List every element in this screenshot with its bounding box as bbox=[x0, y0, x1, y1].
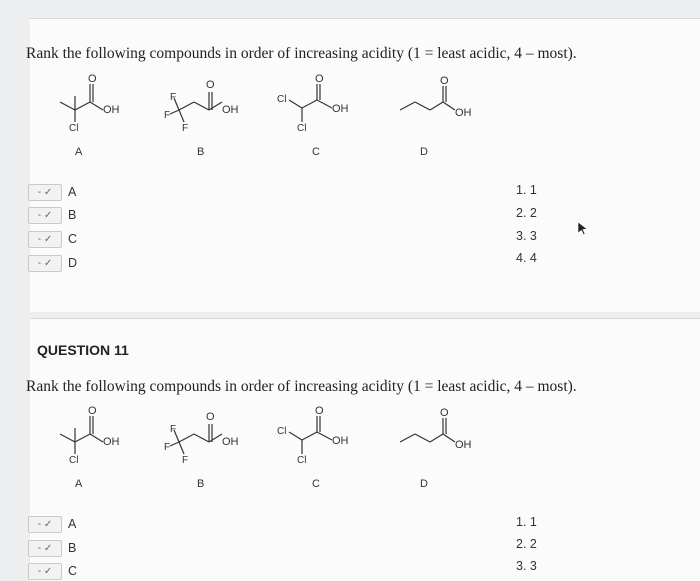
svg-text:F: F bbox=[170, 92, 177, 103]
compound-a-structure bbox=[55, 72, 135, 134]
answer-option-3: 3. 3 bbox=[516, 559, 537, 573]
rank-select-c[interactable]: - ✓ bbox=[28, 563, 62, 580]
compound-c-label: C bbox=[312, 478, 320, 490]
compound-c-label: C bbox=[312, 146, 320, 158]
compound-c-structure bbox=[275, 404, 365, 466]
row-letter: B bbox=[68, 208, 77, 222]
rank-select-b[interactable]: - ✓ bbox=[28, 540, 62, 557]
svg-text:O: O bbox=[440, 75, 449, 87]
svg-text:OH: OH bbox=[103, 436, 120, 448]
compound-d-structure bbox=[395, 72, 505, 134]
row-letter: C bbox=[68, 564, 78, 578]
ranking-row-b bbox=[28, 206, 76, 224]
svg-text:F: F bbox=[182, 455, 189, 466]
compound-b-label: B bbox=[197, 146, 205, 158]
question-prompt: Rank the following compounds in order of increasing acidity (1 = least acidic, 4 – most). bbox=[26, 45, 577, 62]
ranking-row-d bbox=[28, 254, 77, 272]
rank-select-c[interactable]: - ✓ bbox=[28, 231, 62, 248]
svg-text:F: F bbox=[170, 424, 177, 435]
answer-option-4: 4. 4 bbox=[516, 251, 537, 265]
rank-select-b[interactable]: - ✓ bbox=[28, 207, 62, 224]
svg-text:Cl: Cl bbox=[277, 94, 287, 105]
compound-a-label: A bbox=[75, 146, 83, 158]
svg-text:OH: OH bbox=[455, 439, 472, 451]
answer-option-2: 2. 2 bbox=[516, 537, 537, 551]
svg-text:O: O bbox=[206, 79, 215, 91]
answer-option-1: 1. 1 bbox=[516, 515, 537, 529]
row-letter: A bbox=[68, 517, 77, 531]
svg-text:F: F bbox=[182, 123, 189, 134]
ranking-row-b bbox=[28, 539, 76, 557]
answer-option-3: 3. 3 bbox=[516, 229, 537, 243]
svg-text:Cl: Cl bbox=[69, 455, 79, 466]
compound-d-label: D bbox=[420, 146, 428, 158]
cl-label: Cl bbox=[69, 123, 79, 134]
question-title: QUESTION 11 bbox=[37, 342, 129, 358]
svg-text:OH: OH bbox=[332, 435, 349, 447]
svg-text:O: O bbox=[88, 405, 97, 417]
ranking-row-a bbox=[28, 515, 76, 533]
svg-text:O: O bbox=[315, 405, 324, 417]
question-prompt: Rank the following compounds in order of increasing acidity (1 = least acidic, 4 – most). bbox=[26, 378, 577, 395]
svg-text:F: F bbox=[164, 442, 171, 453]
compound-b-structure bbox=[162, 72, 252, 134]
svg-text:OH: OH bbox=[222, 436, 239, 448]
row-letter: B bbox=[68, 541, 77, 555]
svg-text:Cl: Cl bbox=[277, 426, 287, 437]
ranking-row-c bbox=[28, 562, 77, 580]
svg-text:OH: OH bbox=[332, 103, 349, 115]
row-letter: A bbox=[68, 185, 77, 199]
svg-text:O: O bbox=[206, 411, 215, 423]
svg-text:O: O bbox=[440, 407, 449, 419]
svg-text:O: O bbox=[315, 73, 324, 85]
answer-option-2: 2. 2 bbox=[516, 206, 537, 220]
ranking-row-a bbox=[28, 183, 76, 201]
svg-text:F: F bbox=[164, 110, 171, 121]
compound-d-label: D bbox=[420, 478, 428, 490]
oxygen-label: O bbox=[88, 73, 97, 85]
compound-a-structure bbox=[55, 404, 135, 466]
svg-text:OH: OH bbox=[222, 104, 239, 116]
rank-select-a[interactable]: - ✓ bbox=[28, 516, 62, 533]
compound-d-structure bbox=[395, 404, 505, 466]
compound-a-label: A bbox=[75, 478, 83, 490]
compound-c-structure bbox=[275, 72, 365, 134]
svg-text:Cl: Cl bbox=[297, 123, 307, 134]
row-letter: C bbox=[68, 232, 78, 246]
answer-option-1: 1. 1 bbox=[516, 183, 537, 197]
rank-select-d[interactable]: - ✓ bbox=[28, 255, 62, 272]
oh-label: OH bbox=[103, 104, 120, 116]
svg-text:OH: OH bbox=[455, 107, 472, 119]
compound-b-structure bbox=[162, 404, 252, 466]
svg-text:Cl: Cl bbox=[297, 455, 307, 466]
row-letter: D bbox=[68, 256, 78, 270]
rank-select-a[interactable]: - ✓ bbox=[28, 184, 62, 201]
compound-b-label: B bbox=[197, 478, 205, 490]
ranking-row-c bbox=[28, 230, 77, 248]
mouse-pointer-icon bbox=[575, 221, 589, 237]
